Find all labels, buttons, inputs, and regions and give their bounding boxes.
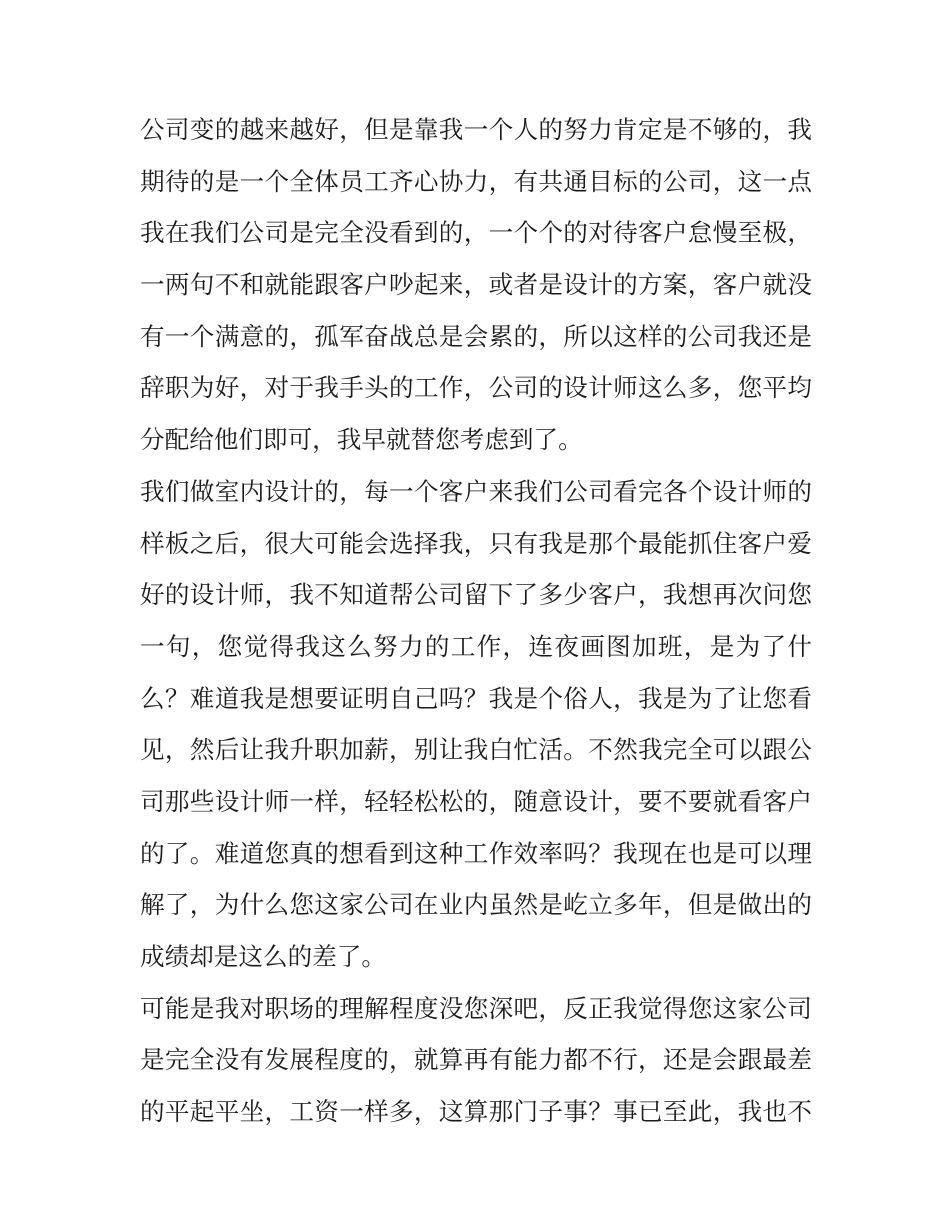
text-line: 样板之后，很大可能会选择我，只有我是那个最能抓住客户爱 — [140, 528, 812, 558]
text-line: 么？难道我是想要证明自己吗？我是个俗人，我是为了让您看 — [140, 683, 812, 713]
text-line: 司那些设计师一样，轻轻松松的，随意设计，要不要就看客户 — [140, 786, 812, 816]
text-line: 可能是我对职场的理解程度没您深吧，反正我觉得您这家公司 — [140, 993, 812, 1023]
text-line: 的了。难道您真的想看到这种工作效率吗？我现在也是可以理 — [140, 838, 812, 868]
text-line: 成绩却是这么的差了。 — [140, 942, 386, 971]
text-line: 解了，为什么您这家公司在业内虽然是屹立多年，但是做出的 — [140, 890, 812, 920]
text-line: 我在我们公司是完全没看到的，一个个的对待客户怠慢至极， — [140, 218, 812, 248]
text-line: 有一个满意的，孤军奋战总是会累的，所以这样的公司我还是 — [140, 321, 812, 351]
text-line: 一句，您觉得我这么努力的工作，连夜画图加班，是为了什 — [140, 631, 812, 661]
text-line: 辞职为好，对于我手头的工作，公司的设计师这么多，您平均 — [140, 373, 812, 403]
paragraph-2 — [140, 466, 812, 983]
text-line: 的平起平坐，工资一样多，这算那门子事？事已至此，我也不 — [140, 1097, 812, 1127]
paragraph-3 — [140, 983, 812, 1138]
body-text — [140, 104, 812, 1138]
text-line: 见，然后让我升职加薪，别让我白忙活。不然我完全可以跟公 — [140, 735, 812, 765]
text-line: 一两句不和就能跟客户吵起来，或者是设计的方案，客户就没 — [140, 270, 812, 300]
text-line: 公司变的越来越好，但是靠我一个人的努力肯定是不够的，我 — [140, 115, 812, 144]
text-line: 期待的是一个全体员工齐心协力，有共通目标的公司，这一点 — [140, 166, 812, 196]
text-line: 分配给他们即可，我早就替您考虑到了。 — [140, 425, 583, 455]
text-line: 我们做室内设计的，每一个客户来我们公司看完各个设计师的 — [140, 476, 812, 506]
paragraph-1 — [140, 104, 812, 466]
text-line: 好的设计师，我不知道帮公司留下了多少客户，我想再次问您 — [140, 580, 812, 610]
text-line: 是完全没有发展程度的，就算再有能力都不行，还是会跟最差 — [140, 1045, 812, 1075]
